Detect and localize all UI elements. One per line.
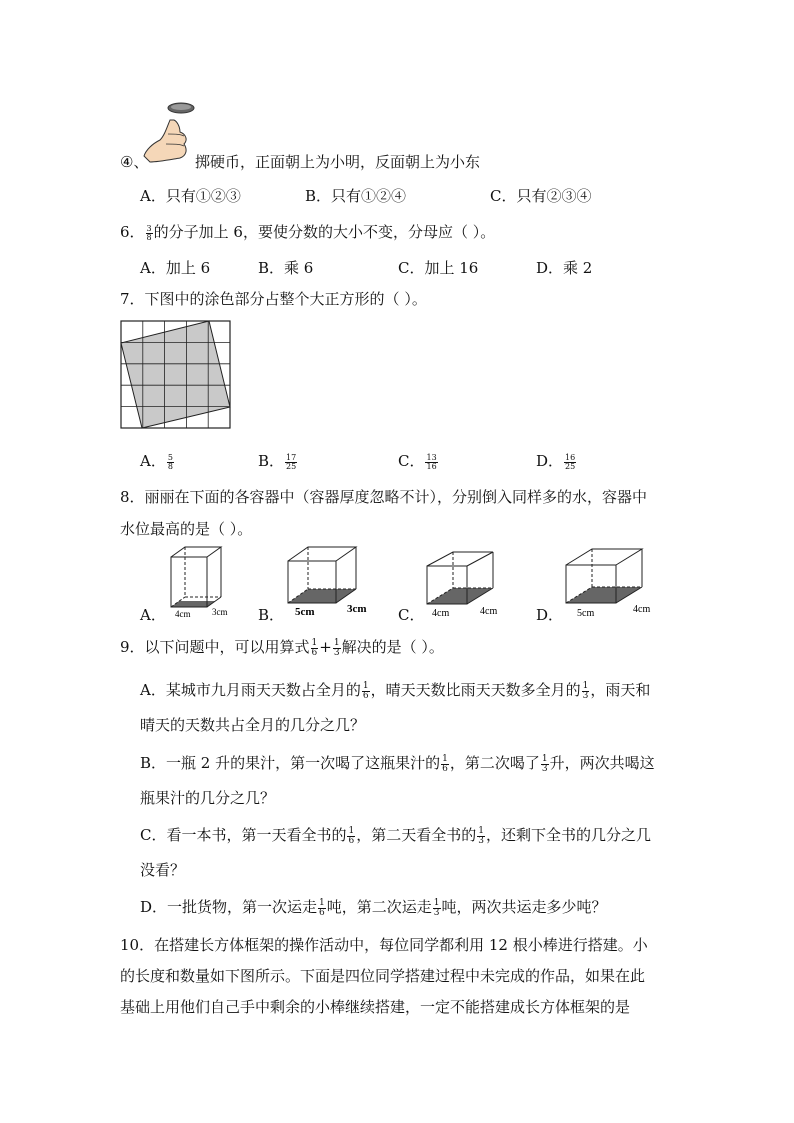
q9-option-c[interactable]: C．看一本书，第一天看全书的 $\frac{1}{6}$ ，第二天看全书的 $\frac{1}{3}$ ，还剩下全书的几分之几	[140, 825, 651, 846]
q8-option-b[interactable]: B．	[258, 606, 285, 624]
svg-text:4cm: 4cm	[633, 604, 651, 615]
q6-stem	[120, 221, 495, 243]
q8-container-c	[424, 550, 514, 624]
svg-text:4cm: 4cm	[432, 608, 450, 619]
q6-fraction: $\frac{3}{8}$	[146, 223, 152, 242]
svg-text:3cm: 3cm	[212, 607, 228, 617]
q5-item4-text: 掷硬币，正面朝上为小明，反面朝上为小东	[195, 153, 481, 171]
q8-option-c[interactable]: C．	[398, 606, 425, 624]
q7-grid-figure	[120, 320, 232, 434]
q9-option-a-line2: 晴天的天数共占全月的几分之几？	[140, 716, 366, 734]
q7-stem: 7．下图中的涂色部分占整个大正方形的（ ）。	[120, 290, 427, 308]
q5-option-c-text: 只有②③④	[516, 187, 592, 205]
q6-option-d[interactable]: D．乘 2	[536, 259, 593, 277]
q7-option-d[interactable]: D． $\frac{16}{25}$	[536, 452, 576, 471]
svg-text:4cm: 4cm	[175, 609, 191, 619]
q7-option-c[interactable]: C． $\frac{13}{16}$	[398, 452, 437, 471]
svg-text:5cm: 5cm	[295, 606, 315, 618]
q9-stem: 9．以下问题中，可以用算式 $\frac{1}{6}$ + $\frac{1}{3}$ 解决的是（ ）。	[120, 637, 444, 658]
svg-text:5cm: 5cm	[577, 608, 595, 619]
q5-option-b-letter: B．	[305, 187, 332, 205]
q5-option-b[interactable]	[305, 185, 406, 207]
q5-option-a[interactable]	[140, 185, 241, 207]
coin-toss-illustration	[140, 100, 198, 168]
q9-option-b-line2: 瓶果汁的几分之几？	[140, 789, 276, 807]
q7-option-a[interactable]: A． $\frac{5}{8}$	[140, 452, 173, 471]
q6-option-a[interactable]: A．加上 6	[140, 259, 211, 277]
q8-container-a	[165, 545, 245, 624]
q8-stem-line2: 水位最高的是（ ）。	[120, 520, 253, 538]
q5-option-b-text: 只有①②④	[331, 187, 407, 205]
q9-option-c-line2: 没看？	[140, 861, 186, 879]
q6-number: 6．	[120, 223, 145, 241]
svg-text:3cm: 3cm	[347, 603, 367, 615]
q5-option-c-letter: C．	[490, 187, 517, 205]
q8-option-a[interactable]: A．	[140, 606, 166, 624]
q10-stem-line2: 的长度和数量如下图所示。下面是四位同学搭建过程中未完成的作品，如果在此	[120, 967, 646, 985]
q8-container-b	[285, 545, 380, 624]
q5-option-a-text: 只有①②③	[165, 187, 241, 205]
q10-stem-line3: 基础上用他们自己手中剩余的小棒继续搭建，一定不能搭建成长方体框架的是	[120, 998, 631, 1016]
q8-stem-line1: 8．丽丽在下面的各容器中（容器厚度忽略不计），分别倒入同样多的水，容器中	[120, 488, 648, 506]
q7-option-b[interactable]: B． $\frac{17}{25}$	[258, 452, 297, 471]
q6-text: 的分子加上 6，要使分数的大小不变，分母应（ ）。	[153, 223, 496, 241]
svg-text:4cm: 4cm	[480, 606, 498, 617]
q5-option-a-letter: A．	[140, 187, 166, 205]
q8-option-d[interactable]: D．	[536, 606, 564, 624]
q6-option-c[interactable]: C．加上 16	[398, 259, 479, 277]
q6-option-b[interactable]: B．乘 6	[258, 259, 314, 277]
q8-container-d	[563, 547, 663, 623]
q9-option-a[interactable]: A．某城市九月雨天天数占全月的 $\frac{1}{6}$ ，晴天天数比雨天天数多全月的 $\frac{1}{3}$ ，雨天和	[140, 680, 651, 701]
q9-option-b[interactable]: B．一瓶 2 升的果汁，第一次喝了这瓶果汁的 $\frac{1}{6}$ ，第二次喝了 $\frac{1}{3}$ 升，两次共喝这	[140, 753, 655, 774]
q5-option-c[interactable]	[490, 185, 592, 207]
q10-stem-line1: 10．在搭建长方体框架的操作活动中，每位同学都利用 12 根小棒进行搭建。小	[120, 936, 648, 954]
q5-item4-label: ④、	[120, 153, 149, 171]
q9-option-d[interactable]: D．一批货物，第一次运走 $\frac{1}{6}$ 吨，第二次运走 $\frac{1}{3}$ 吨，两次共运走多少吨？	[140, 897, 607, 918]
